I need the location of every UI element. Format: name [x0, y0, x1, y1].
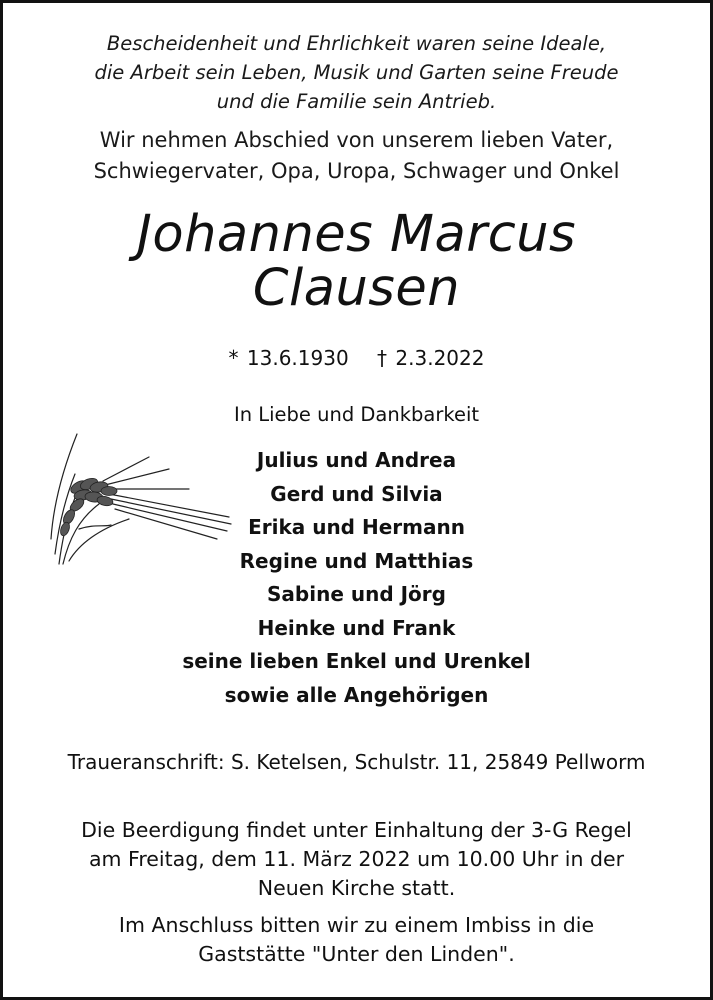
mourners-intro: In Liebe und Dankbarkeit [233, 403, 480, 426]
funeral-line: Neuen Kirche statt. [257, 876, 456, 900]
funeral-line: am Freitag, dem 11. März 2022 um 10.00 Uhr in der [88, 847, 625, 871]
funeral-line: Die Beerdigung findet unter Einhaltung der 3-G Regel [81, 818, 632, 842]
mourner-name: seine lieben Enkel und Urenkel [182, 649, 531, 673]
mourners-list [3, 444, 710, 712]
reception-line: Im Anschluss bitten wir zu einem Imbiss in die [118, 913, 595, 937]
mourner-name: sowie alle Angehörigen [224, 682, 489, 707]
deceased-name-line2: Clausen [252, 259, 461, 318]
life-dates [3, 345, 710, 371]
farewell-line: Wir nehmen Abschied von unserem lieben Vater, [99, 128, 614, 152]
motto-line: die Arbeit sein Leben, Musik und Garten seine Freude [94, 61, 619, 84]
motto-text [3, 29, 710, 116]
deceased-name-line1: Johannes Marcus [136, 205, 577, 264]
motto-line: Bescheidenheit und Ehrlichkeit waren seine Ideale, [106, 32, 607, 55]
funeral-info [3, 816, 710, 903]
farewell-text [3, 125, 710, 187]
mourner-name: Erika und Hermann [248, 515, 465, 539]
mourner-name: Regine und Matthias [239, 548, 474, 573]
mourning-address: Traueranschrift: S. Ketelsen, Schulstr. 11, 25849 Pellworm [67, 750, 646, 774]
reception-info [3, 911, 710, 969]
farewell-line: Schwiegervater, Opa, Uropa, Schwager und Onkel [93, 159, 620, 183]
mourner-name: Heinke und Frank [257, 615, 456, 640]
deceased-name [3, 205, 710, 318]
birth-date: * 13.6.1930 [228, 346, 349, 370]
mourner-name: Julius und Andrea [256, 448, 457, 472]
motto-line: und die Familie sein Antrieb. [216, 90, 497, 113]
mourner-name: Sabine und Jörg [267, 582, 446, 606]
reception-line: Gaststätte "Unter den Linden". [198, 942, 515, 966]
mourner-name: Gerd und Silvia [270, 481, 443, 506]
death-date: † 2.3.2022 [377, 346, 485, 370]
